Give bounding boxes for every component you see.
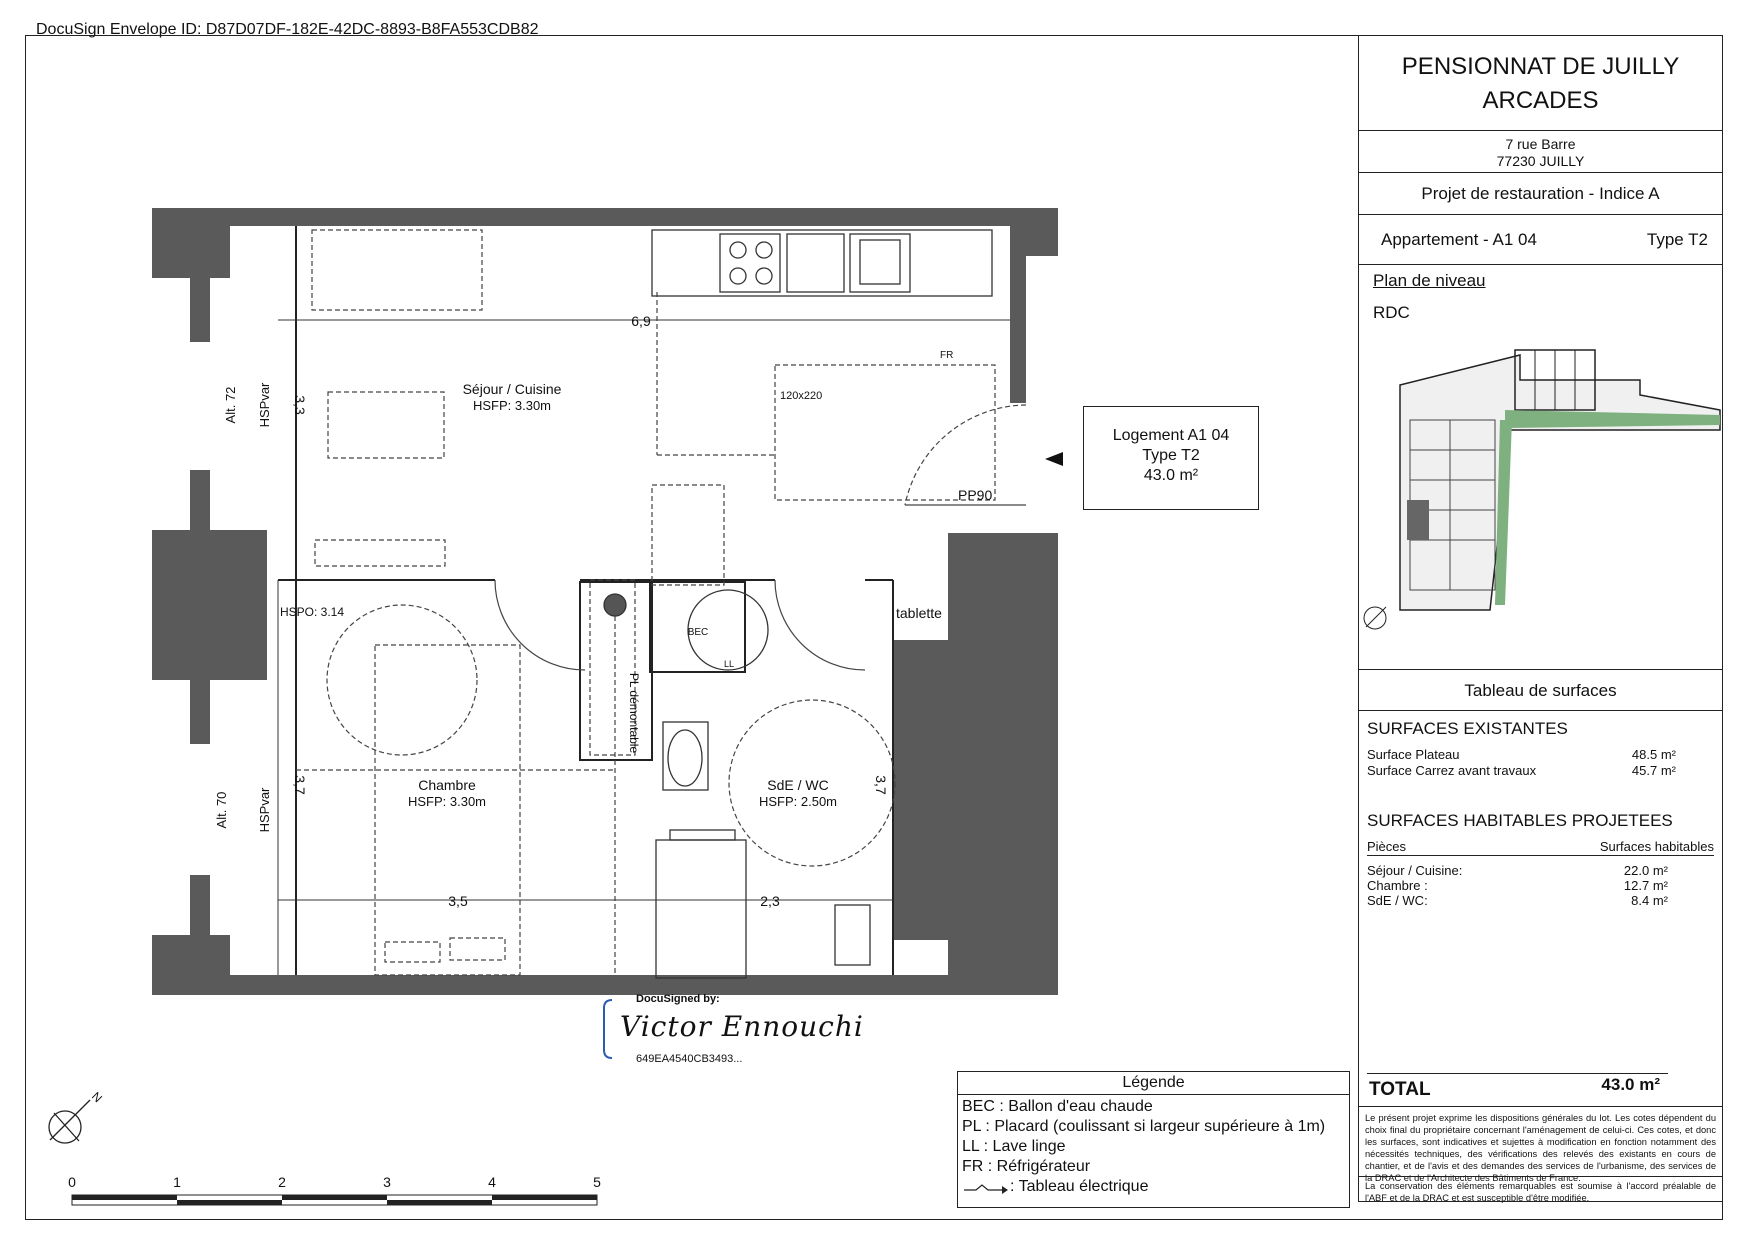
project-address — [1359, 131, 1722, 173]
apartment-id: Appartement - A1 04 — [1381, 230, 1537, 249]
label-bec: BEC — [687, 627, 709, 638]
disclaimer-divider — [1359, 1176, 1722, 1177]
bathroom — [604, 590, 870, 978]
legend-item-pl: PL : Placard (coulissant si largeur supérieure à 1m) — [962, 1118, 1326, 1135]
legend-box — [957, 1071, 1350, 1208]
projected-row — [1367, 878, 1668, 893]
label-hspo: HSPO: 3.14 — [280, 605, 345, 619]
pieces-col-header: Pièces — [1367, 839, 1407, 854]
room-sde-name: SdE / WC — [767, 777, 829, 793]
address-line2: 77230 JUILLY — [1496, 153, 1585, 169]
scale-bar — [72, 1195, 597, 1205]
dim-h-chambre: 3,7 — [292, 775, 308, 795]
label-pp90: PP90 — [958, 487, 993, 503]
existing-value: 45.7 m² — [1631, 763, 1676, 778]
label-hspvar-bottom: HSPvar — [257, 787, 272, 833]
existing-label: Surface Plateau — [1367, 747, 1460, 762]
projected-value: 12.7 m² — [1623, 878, 1668, 893]
room-sde-hsfp: HSFP: 2.50m — [758, 794, 838, 809]
project-phase: Projet de restauration - Indice A — [1359, 173, 1722, 215]
apartment-row — [1359, 215, 1722, 265]
label-fr: FR — [940, 350, 954, 361]
surface-table — [1359, 711, 1722, 1106]
plan-title: Plan de niveau — [1373, 271, 1486, 290]
dim-width-sejour: 6,9 — [631, 313, 651, 329]
dim-h-sde: 3,7 — [873, 775, 889, 795]
existing-title: SURFACES EXISTANTES — [1367, 719, 1568, 738]
signature-bracket — [604, 1000, 612, 1058]
pieces-header — [1367, 839, 1714, 856]
signature-id: 649EA4540CB3493... — [636, 1053, 743, 1065]
existing-row — [1367, 763, 1676, 778]
project-title — [1359, 36, 1722, 131]
logement-box — [1083, 406, 1259, 510]
kitchen — [652, 230, 992, 296]
projected-label: Chambre : — [1367, 878, 1428, 893]
legend-item-tableau-label: : Tableau électrique — [1010, 1178, 1149, 1195]
legend-item-tableau — [962, 1178, 1148, 1196]
projected-row — [1367, 863, 1668, 878]
surfaces-col-header: Surfaces habitables — [1599, 839, 1714, 854]
north-label: N — [88, 1089, 105, 1106]
label-alt-bottom: Alt. 70 — [214, 791, 229, 829]
dim-h-sejour: 3,3 — [292, 395, 308, 415]
signature-name: Victor Ennouchi — [620, 1010, 864, 1043]
title-block — [1358, 35, 1723, 1202]
scale-tick-4: 4 — [488, 1174, 496, 1190]
scale-tick-5: 5 — [593, 1174, 601, 1190]
total-divider — [1359, 1106, 1722, 1107]
dim-w-chambre: 3,5 — [448, 893, 468, 909]
legend-item-bec: BEC : Ballon d'eau chaude — [962, 1098, 1153, 1115]
signature-by: DocuSigned by: — [636, 993, 720, 1005]
room-chambre-name: Chambre — [418, 777, 476, 793]
projected-value: 8.4 m² — [1631, 893, 1668, 908]
scale-tick-1: 1 — [173, 1174, 181, 1190]
logement-line3: 43.0 m² — [1143, 467, 1199, 484]
tableau-electrique-icon — [962, 1180, 1010, 1194]
logement-line2: Type T2 — [1142, 447, 1200, 464]
label-alt-top: Alt. 72 — [223, 386, 238, 424]
disclaimer-abf: La conservation des éléments remarquables est soumise à l'accord préalable de l'ABF et de la DRAC et est susceptible d'être modifiée. — [1365, 1181, 1716, 1203]
label-hspvar-top: HSPvar — [257, 382, 272, 428]
project-title-line2: ARCADES — [1482, 87, 1599, 114]
total-line — [1367, 1073, 1668, 1074]
label-door-size: 120x220 — [780, 390, 823, 402]
apartment-type: Type T2 — [1646, 230, 1708, 249]
doors — [495, 405, 1026, 670]
room-sejour-hsfp: HSFP: 3.30m — [472, 398, 552, 413]
plan-level: RDC — [1373, 303, 1410, 322]
scale-tick-2: 2 — [278, 1174, 286, 1190]
surface-table-title: Tableau de surfaces — [1359, 670, 1722, 711]
legend-item-fr: FR : Réfrigérateur — [962, 1158, 1091, 1175]
scale-tick-0: 0 — [68, 1174, 76, 1190]
projected-row — [1367, 893, 1668, 908]
label-ll: LL — [724, 659, 735, 669]
entrance-arrow-icon — [1045, 452, 1063, 466]
scale-tick-3: 3 — [383, 1174, 391, 1190]
dashed-furniture — [296, 230, 995, 975]
existing-label: Surface Carrez avant travaux — [1367, 763, 1537, 778]
logement-line1: Logement A1 04 — [1112, 427, 1230, 444]
projected-title: SURFACES HABITABLES PROJETEES — [1367, 811, 1673, 830]
project-title-line1: PENSIONNAT DE JUILLY — [1401, 53, 1680, 80]
legend-title: Légende — [958, 1072, 1349, 1095]
existing-row — [1367, 747, 1676, 762]
legend-item-ll: LL : Lave linge — [962, 1138, 1066, 1155]
dim-w-sde: 2,3 — [760, 893, 780, 909]
total-value: 43.0 m² — [1601, 1075, 1660, 1094]
existing-value: 48.5 m² — [1631, 747, 1676, 762]
room-chambre-hsfp: HSFP: 3.30m — [407, 794, 487, 809]
label-pl: PL démontable — [627, 672, 641, 754]
projected-label: Séjour / Cuisine: — [1367, 863, 1463, 878]
projected-label: SdE / WC: — [1367, 893, 1428, 908]
label-tablette: tablette — [896, 605, 942, 621]
address-line1: 7 rue Barre — [1505, 136, 1576, 152]
north-arrow-icon — [49, 1100, 90, 1143]
total-label: TOTAL — [1369, 1079, 1431, 1100]
disclaimer-main: Le présent projet exprime les dispositions générales du lot. Les cotes dépendent du choix final du propriétaire concernant l'aménagement de celui-ci. Ces cotes, et donc les surfaces, sont indicatives et sujettes à modification en fonction notamment des nécessités techniques, des vérifications des relevés des existants en cours de chantier, et de l'avis et des demandes des services de l'urbanisme, des services de la DRAC et de l'Architecte des Bâtiments de France. — [1365, 1113, 1716, 1183]
projected-value: 22.0 m² — [1623, 863, 1668, 878]
envelope-id: DocuSign Envelope ID: D87D07DF-182E-42DC-8893-B8FA553CDB82 — [36, 21, 539, 38]
room-sejour-name: Séjour / Cuisine — [462, 381, 562, 397]
plan-section — [1359, 265, 1722, 670]
interior-walls — [278, 226, 893, 975]
